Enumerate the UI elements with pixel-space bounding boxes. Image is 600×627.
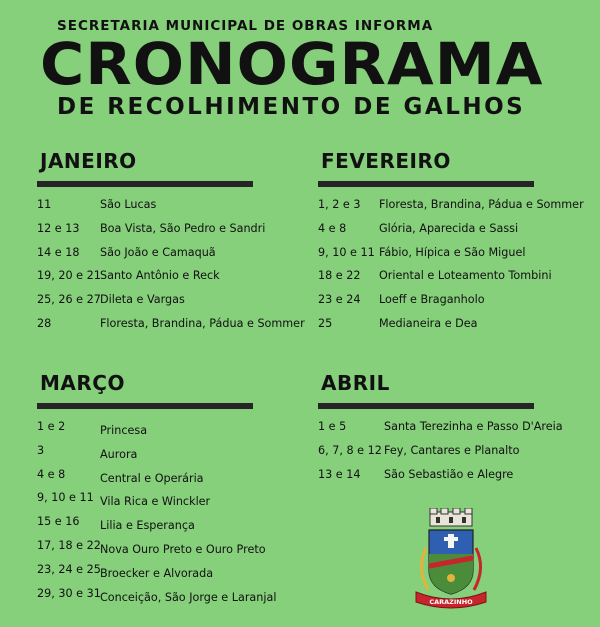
schedule-days: 1, 2 e 3 [318, 198, 361, 211]
mural-crown [430, 508, 472, 526]
schedule-row [37, 293, 287, 317]
schedule-days: 23 e 24 [318, 293, 361, 307]
schedule-days: 4 e 8 [318, 221, 347, 235]
schedule-row [37, 198, 287, 222]
schedule-days: 28 [37, 316, 52, 330]
month-divider [37, 403, 253, 409]
schedule-row [37, 444, 287, 468]
schedule-places: Glória, Aparecida e Sassi [379, 221, 519, 235]
schedule-row [37, 587, 287, 611]
schedule-places: Santo Antônio e Reck [100, 269, 220, 283]
schedule-row [318, 198, 584, 222]
schedule-places: Boa Vista, São Pedro e Sandri [100, 221, 266, 235]
schedule-days: 11 [37, 198, 52, 211]
schedule-row [37, 563, 287, 587]
schedule-places: Dileta e Vargas [100, 293, 185, 307]
schedule-days: 14 e 18 [37, 245, 80, 259]
schedule-days: 23, 24 e 25 [37, 562, 101, 576]
schedule-places: Loeff e Braganholo [379, 293, 485, 307]
schedule-row [37, 420, 287, 444]
ribbon-text: CARAZINHO [429, 598, 473, 606]
schedule-days: 1 e 2 [37, 420, 66, 433]
schedule-places: Floresta, Brandina, Pádua e Sommer [379, 198, 584, 211]
page-title: CRONOGRAMA [40, 30, 544, 98]
schedule-places: Princesa [100, 424, 148, 437]
schedule-row [37, 515, 287, 539]
schedule-places: São Lucas [100, 198, 157, 211]
coat-of-arms-svg [412, 508, 490, 613]
municipal-coat-of-arms-icon [412, 508, 490, 613]
page-subtitle: DE RECOLHIMENTO DE GALHOS [57, 94, 526, 120]
schedule-places: Aurora [100, 447, 138, 461]
month-divider [37, 181, 253, 187]
schedule-row [318, 246, 568, 270]
schedule-days: 25, 26 e 27 [37, 293, 101, 307]
schedule-places: Central e Operária [100, 471, 204, 485]
schedule-days: 18 e 22 [318, 269, 361, 283]
schedule-row [37, 468, 287, 492]
schedule-days: 13 e 14 [318, 467, 361, 481]
schedule-days: 4 e 8 [37, 467, 66, 481]
shield [429, 530, 473, 594]
schedule-places: São Sebastião e Alegre [384, 467, 514, 481]
month-january [37, 149, 305, 341]
schedule-row [318, 420, 568, 444]
schedule-places: São João e Camaquã [100, 245, 216, 259]
schedule-places: Medianeira e Dea [379, 316, 478, 330]
header-agency-line: SECRETARIA MUNICIPAL DE OBRAS INFORMA [57, 18, 434, 34]
schedule-days: 9, 10 e 11 [37, 491, 94, 505]
month-title: FEVEREIRO [321, 149, 451, 173]
schedule-places: Floresta, Brandina, Pádua e Sommer [100, 316, 305, 330]
schedule-days: 25 [318, 316, 333, 330]
schedule-days: 3 [37, 443, 45, 457]
month-february [318, 149, 584, 341]
month-title: ABRIL [321, 371, 390, 395]
schedule-days: 1 e 5 [318, 420, 347, 433]
schedule-row [318, 269, 568, 293]
schedule-row [37, 491, 287, 515]
schedule-places: Nova Ouro Preto e Ouro Preto [100, 542, 266, 556]
month-divider [318, 181, 534, 187]
schedule-row [318, 317, 568, 341]
month-april [318, 372, 568, 491]
schedule-row [37, 269, 287, 293]
schedule-row [318, 468, 568, 492]
month-title: MARÇO [40, 371, 125, 395]
schedule-days: 17, 18 e 22 [37, 538, 101, 552]
schedule-places: Oriental e Loteamento Tombini [379, 269, 552, 283]
schedule-row [318, 293, 568, 317]
month-march [37, 372, 287, 610]
schedule-days: 15 e 16 [37, 515, 80, 529]
schedule-row [318, 222, 568, 246]
schedule-places: Fábio, Hípica e São Miguel [379, 245, 526, 259]
schedule-places: Lilia e Esperança [100, 519, 195, 533]
schedule-days: 12 e 13 [37, 221, 80, 235]
schedule-row [37, 539, 287, 563]
schedule-places: Vila Rica e Winckler [100, 495, 211, 509]
schedule-row [37, 222, 287, 246]
schedule-days: 29, 30 e 31 [37, 586, 101, 600]
schedule-days: 6, 7, 8 e 12 [318, 443, 382, 457]
schedule-places: Broecker e Alvorada [100, 566, 214, 580]
schedule-places: Conceição, São Jorge e Laranjal [100, 590, 277, 604]
month-divider [318, 403, 534, 409]
schedule-days: 19, 20 e 21 [37, 269, 101, 283]
schedule-row [37, 316, 305, 341]
schedule-row [37, 246, 287, 270]
schedule-places: Fey, Cantares e Planalto [384, 443, 520, 457]
schedule-days: 9, 10 e 11 [318, 245, 375, 259]
schedule-row [318, 444, 568, 468]
schedule-places: Santa Terezinha e Passo D'Areia [384, 420, 563, 433]
month-title: JANEIRO [40, 149, 137, 173]
